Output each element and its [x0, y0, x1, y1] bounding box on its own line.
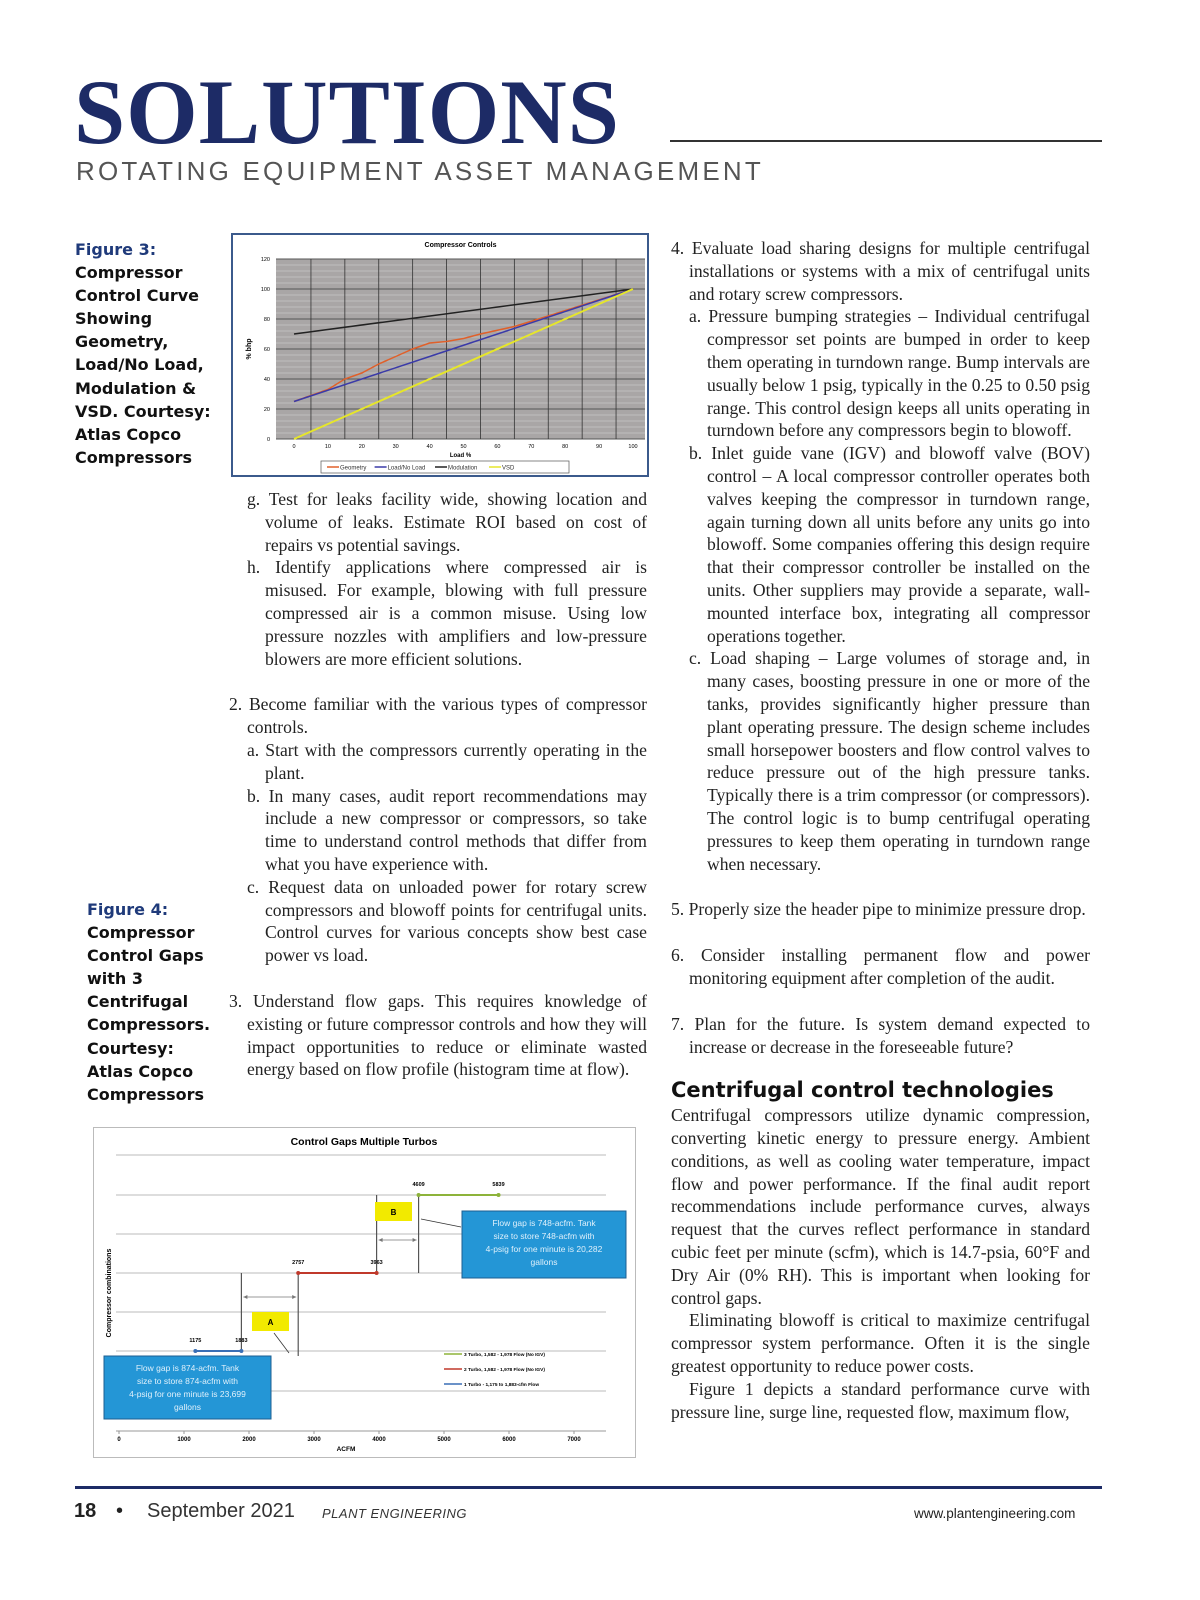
x-tick-label: 40 — [426, 444, 433, 450]
footer-divider — [75, 1486, 1102, 1489]
figure4-label: Figure 4: — [87, 900, 169, 919]
magazine-name: PLANT ENGINEERING — [322, 1506, 468, 1521]
legend-label: 2 Turbo, 1,582 - 1,978 Flow (No IGV) — [464, 1368, 545, 1373]
section-title: SOLUTIONS — [74, 61, 620, 163]
figure4-chart — [93, 1127, 636, 1458]
right-column — [671, 237, 1090, 1423]
list-item-4: 4. Evaluate load sharing designs for multiple centrifugal installations or systems with a mix of centrifugal units and rotary screw compressors. — [671, 238, 1090, 304]
legend-label: VSD — [502, 465, 515, 472]
callout-text: gallons — [174, 1402, 201, 1412]
x-tick-label: 20 — [358, 444, 365, 450]
list-item-g: g. Test for leaks facility wide, showing location and volume of leaks. Estimate ROI based on cost of repairs vs potential savings. — [247, 489, 647, 555]
endpoint-label: 5839 — [492, 1182, 505, 1188]
series-endpoint — [417, 1193, 421, 1197]
middle-block-3 — [229, 990, 647, 1081]
figure3-caption — [75, 238, 215, 469]
list-item-5: 5. Properly size the header pipe to minimize pressure drop. — [671, 899, 1086, 920]
section-subtitle: ROTATING EQUIPMENT ASSET MANAGEMENT — [76, 156, 764, 186]
footer-bullet: • — [116, 1500, 124, 1522]
x-tick-label: 0 — [292, 444, 296, 450]
list-item-4b: b. Inlet guide vane (IGV) and blowoff valve (BOV) control – A local compressor controller operates both valves keeping the compressor in turndown range, again turning down all units before any units go into blowoff. Some companies offering this design require that their compressor controller be installed on the units. Other suppliers may provide a separate, wall-mounted interface box, integrating all compressor operations together. — [689, 443, 1090, 646]
x-tick-label: 5000 — [437, 1437, 451, 1443]
x-tick-label: 1000 — [177, 1437, 191, 1443]
legend-label: Modulation — [448, 465, 478, 472]
legend-label: 3 Turbo, 1,582 - 1,978 Flow (No IGV) — [464, 1353, 545, 1358]
callout-text: size to store 874-acfm with — [136, 1376, 239, 1386]
chart-title: Control Gaps Multiple Turbos — [290, 1136, 438, 1148]
middle-column — [229, 488, 647, 1081]
y-tick-label: 40 — [263, 377, 270, 383]
figure3-caption-text: Compressor Control Curve Showing Geometry, Load/No Load, Modulation & VSD. Courtesy: Atlas Copco Compressors — [75, 263, 211, 467]
list-item-4a: a. Pressure bumping strategies – Individual centrifugal compressor set points are bumped in order to keep them operating in turndown range. Bump intervals are usually below 1 psig, typically in the 0.25 to 0.50 psig range. This control design keeps all units operating in turndown before any compressors begin to blowoff. — [689, 306, 1090, 441]
series-endpoint — [375, 1271, 379, 1275]
y-axis-label: Compressor combinations — [106, 1248, 113, 1338]
list-item-2a: a. Start with the compressors currently operating in the plant. — [247, 739, 647, 783]
callout-text: size to store 748-acfm with — [493, 1231, 595, 1241]
paragraph: Eliminating blowoff is critical to maximize centrifugal compressor system performance. Often it is the single greatest opportunity to reduce power costs. — [671, 1310, 1090, 1377]
x-tick-label: 30 — [392, 444, 399, 450]
y-tick-label: 20 — [263, 407, 270, 413]
y-tick-label: 80 — [263, 317, 270, 323]
callout-text: Flow gap is 748-acfm. Tank — [492, 1218, 596, 1228]
body-text — [671, 1104, 1090, 1423]
list-item-6: 6. Consider installing permanent flow and power monitoring equipment after completion of the audit. — [671, 945, 1090, 988]
y-tick-label: 120 — [260, 257, 270, 263]
endpoint-label: 4609 — [412, 1182, 425, 1188]
x-tick-label: 7000 — [567, 1437, 581, 1443]
x-tick-label: 6000 — [502, 1437, 516, 1443]
y-tick-label: 0 — [266, 437, 270, 443]
x-tick-label: 3000 — [307, 1437, 321, 1443]
legend-label: 1 Turbo - 1,175 to 1,883-cfm Flow — [464, 1383, 540, 1388]
gap-label: A — [267, 1318, 274, 1327]
list-item-3: 3. Understand flow gaps. This requires knowledge of existing or future compressor controls and how they will impact opportunities to reduce or eliminate wasted energy based on flow profile (histogram time at flow). — [229, 990, 647, 1080]
x-tick-label: 100 — [628, 444, 638, 450]
website-link[interactable]: www.plantengineering.com — [914, 1506, 1076, 1521]
paragraph: Centrifugal compressors utilize dynamic compression, converting kinetic energy to pressure energy. Ambient conditions, as well as cooling water temperature, impact flow and power performance. If the final audit report recommendations include performance curves, always request that the curves reflect performance in standard cubic feet per minute (scfm), which is 14.7-psia, 60°F and Dry Air (0% RH). This is important when looking for control gaps. — [671, 1105, 1090, 1308]
endpoint-label: 1175 — [189, 1338, 202, 1344]
x-tick-label: 50 — [460, 444, 467, 450]
figure3-chart — [231, 233, 649, 477]
x-axis-label: Load % — [449, 453, 472, 459]
callout-text: 4-psig for one minute is 23,699 — [129, 1389, 246, 1399]
y-axis-label: % bhp — [246, 338, 253, 360]
series-endpoint — [296, 1271, 300, 1275]
y-tick-label: 100 — [260, 287, 270, 293]
y-tick-label: 60 — [263, 347, 270, 353]
issue-date: September 2021 — [147, 1500, 295, 1522]
x-tick-label: 90 — [596, 444, 603, 450]
callout-text: 4-psig for one minute is 20,282 — [485, 1244, 603, 1254]
right-block-1 — [671, 237, 1090, 875]
x-tick-label: 4000 — [372, 1437, 386, 1443]
legend-label: Load/No Load — [387, 465, 426, 472]
x-tick-label: 60 — [494, 444, 501, 450]
x-tick-label: 10 — [324, 444, 331, 450]
list-item-2: 2. Become familiar with the various types of compressor controls. — [229, 694, 647, 738]
callout-text: Flow gap is 874-acfm. Tank — [135, 1363, 240, 1373]
figure3-label: Figure 3: — [75, 240, 157, 259]
chart-title: Compressor Controls — [424, 242, 497, 249]
paragraph: Figure 1 depicts a standard performance curve with pressure line, surge line, requested flow, maximum flow, — [671, 1378, 1090, 1422]
endpoint-label: 2757 — [292, 1260, 305, 1266]
title-divider — [670, 140, 1102, 142]
list-item-2b: b. In many cases, audit report recommendations may include a new compressor or compressors, so take time to understand control methods that differ from what you have experience with. — [247, 785, 647, 874]
figure4-caption-text: Compressor Control Gaps with 3 Centrifugal Compressors. Courtesy: Atlas Copco Compressors — [87, 923, 211, 1104]
endpoint-label: 3963 — [370, 1260, 383, 1266]
subheading: Centrifugal control technologies — [671, 1078, 1054, 1103]
list-item-2c: c. Request data on unloaded power for rotary screw compressors and blowoff points for centrifugal units. Control curves for various concepts show best case power vs load. — [247, 876, 647, 966]
x-tick-label: 0 — [117, 1437, 121, 1443]
x-tick-label: 70 — [528, 444, 535, 450]
x-tick-label: 80 — [562, 444, 569, 450]
list-item-4c: c. Load shaping – Large volumes of storage and, in many cases, boosting pressure in one or more of the tanks, provides significantly higher pressure than plant operating pressure. The design scheme includes small horsepower boosters and flow control valves to reduce pressure out of the high pressure tanks. Typically there is a trim compressor (or compressors). The control logic is to bump centrifugal operating pressures to keep them operating in turndown range when necessary. — [689, 648, 1090, 874]
pointer-line — [421, 1219, 461, 1227]
list-item-7: 7. Plan for the future. Is system demand expected to increase or decrease in the foreseeable future? — [671, 1013, 1090, 1057]
series-endpoint — [239, 1349, 243, 1353]
middle-block-2 — [229, 693, 647, 967]
gap-label: B — [390, 1208, 397, 1217]
series-endpoint — [193, 1349, 197, 1353]
legend-label: Geometry — [340, 465, 367, 472]
series-endpoint — [497, 1193, 501, 1197]
x-tick-label: 2000 — [242, 1437, 256, 1443]
x-axis-label: ACFM — [336, 1446, 356, 1453]
list-item-h: h. Identify applications where compressed air is misused. For example, blowing with full pressure compressed air is a common misuse. Using low pressure nozzles with amplifiers and low-pressure blowers are more efficient solutions. — [247, 557, 647, 669]
endpoint-label: 1883 — [235, 1338, 248, 1344]
middle-block-1 — [229, 488, 647, 670]
pointer-line — [274, 1333, 289, 1353]
callout-text: gallons — [530, 1257, 558, 1267]
figure4-caption — [87, 898, 217, 1106]
page-number: 18 — [74, 1500, 97, 1522]
